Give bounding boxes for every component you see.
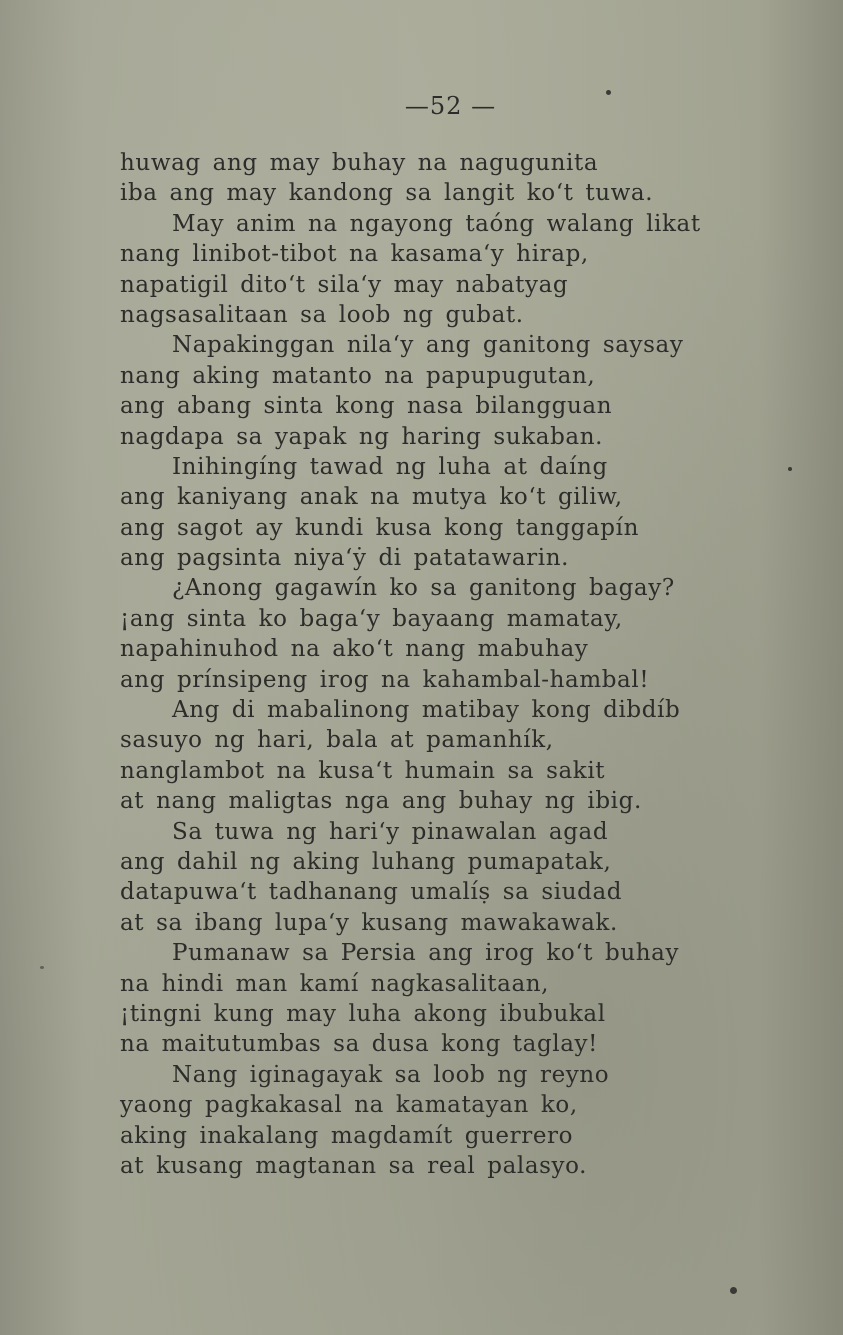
poem-line: nagdapa sa yapak ng haring sukaban.: [120, 423, 604, 450]
page-number-header: [0, 92, 843, 120]
poem-line: ang sagot ay kundi kusa kong tanggapín: [120, 514, 639, 541]
poem-line: nang linibot-tibot na kasama‘y hirap,: [120, 241, 589, 268]
page-number: —52 —: [404, 92, 497, 120]
poem-line: yaong pagkakasal na kamatayan ko,: [120, 1092, 578, 1119]
poem-line: ang prínsipeng irog na kahambal-hambal!: [120, 666, 650, 693]
poem-line: ¡ang sinta ko baga‘y bayaang mamatay,: [120, 605, 623, 632]
poem-line: ¿Anong gagawín ko sa ganitong bagay?: [172, 575, 675, 602]
poem-line: napatigil dito‘t sila‘y may nabatyag: [120, 271, 569, 298]
poem-line: huwag ang may buhay na nagugunita: [120, 150, 599, 176]
poem-line: na maitutumbas sa dusa kong taglay!: [120, 1031, 598, 1058]
poem-line: May anim na ngayong taóng walang likat: [172, 210, 701, 237]
stanza-3: [120, 330, 760, 452]
poem-line: Pumanaw sa Persia ang irog ko‘t buhay: [172, 940, 680, 967]
poem-line: ang pagsinta niya‘ẏ di patatawarin.: [120, 545, 570, 572]
poem-line: ang dahil ng aking luhang pumapatak,: [120, 848, 612, 875]
stanza-1: [120, 148, 760, 209]
poem-body: [120, 148, 760, 1181]
stanza-9: [120, 1060, 760, 1182]
poem-line: Napakinggan nila‘y ang ganitong saysay: [172, 332, 684, 359]
poem-line: ang kaniyang anak na mutya ko‘t giliw,: [120, 484, 623, 511]
poem-line: aking inakalang magdamít guerrero: [120, 1122, 574, 1149]
stanza-6: [120, 695, 760, 817]
poem-line: ¡tingni kung may luha akong ibubukal: [120, 1000, 606, 1027]
poem-line: na hindi man kamí nagkasalitaan,: [120, 970, 550, 997]
poem-line: nanglambot na kusa‘t humain sa sakit: [120, 757, 606, 784]
poem-line: Ang di mabalinong matibay kong dibdíb: [172, 697, 681, 724]
poem-line: nagsasalitaan sa loob ng gubat.: [120, 301, 524, 328]
poem-line: Inihingíng tawad ng luha at daíng: [172, 453, 608, 480]
stanza-5: [120, 573, 760, 695]
poem-line: nang aking matanto na papupugutan,: [120, 362, 596, 389]
stanza-2: [120, 209, 760, 331]
poem-line: napahinuhod na ako‘t nang mabuhay: [120, 636, 589, 663]
ink-speck: [40, 966, 44, 969]
poem-line: at kusang magtanan sa real palasyo.: [120, 1152, 588, 1179]
poem-line: iba ang may kandong sa langit ko‘t tuwa.: [120, 180, 654, 207]
poem-line: ang abang sinta kong nasa bilangguan: [120, 393, 613, 420]
ink-speck: [730, 1287, 737, 1294]
stanza-7: [120, 817, 760, 939]
poem-line: sasuyo ng hari, bala at pamanhík,: [120, 727, 554, 754]
stanza-4: [120, 452, 760, 574]
poem-line: at sa ibang lupa‘y kusang mawakawak.: [120, 909, 618, 936]
stanza-8: [120, 938, 760, 1060]
ink-speck: [788, 467, 792, 471]
poem-line: at nang maligtas nga ang buhay ng ibig.: [120, 788, 642, 815]
poem-line: Sa tuwa ng hari‘y pinawalan agad: [172, 818, 609, 845]
poem-line: Nang iginagayak sa loob ng reyno: [172, 1061, 610, 1088]
poem-line: datapuwa‘t tadhanang umalíṣ sa siudad: [120, 879, 623, 906]
ink-speck: [606, 90, 611, 95]
